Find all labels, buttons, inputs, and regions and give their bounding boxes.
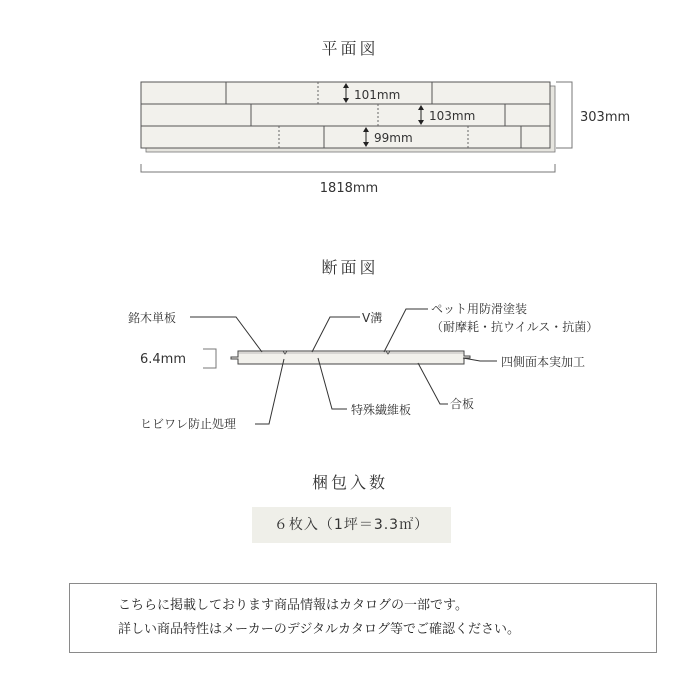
thickness-bracket — [203, 349, 216, 368]
width-dim-bracket — [141, 164, 555, 172]
leader-tongue-groove — [463, 358, 497, 361]
section-view-diagram — [0, 295, 700, 445]
label-plywood: 合板 — [450, 397, 475, 411]
dim-row1-label: 101mm — [354, 88, 401, 102]
label-veneer: 銘木単板 — [128, 311, 177, 325]
packing-quantity: ６枚入（1坪＝3.3㎡） — [252, 507, 451, 543]
thickness-label: 6.4mm — [140, 352, 187, 367]
leader-plywood — [418, 363, 448, 404]
label-coating-line1: ペット用防滑塗装 — [431, 302, 528, 316]
leader-crack-prevention — [255, 359, 284, 424]
dim-row3-label: 99mm — [374, 131, 413, 145]
width-dim-label: 1818mm — [319, 181, 379, 196]
label-tongue-groove: 四側面本実加工 — [501, 355, 586, 369]
label-special-fiberboard: 特殊繊維板 — [351, 403, 412, 417]
leader-veneer — [190, 317, 262, 352]
leader-v-groove — [312, 317, 360, 352]
label-crack-prevention: ヒビワレ防止処理 — [140, 417, 237, 431]
plan-view-title: 平面図 — [321, 39, 379, 58]
label-coating-line2: （耐摩耗・抗ウイルス・抗菌） — [431, 320, 599, 334]
leader-coating — [384, 309, 428, 352]
notice-line-2: 詳しい商品特性はメーカーのデジタルカタログ等でご確認ください。 — [118, 622, 520, 637]
notice-line-1: こちらに掲載しております商品情報はカタログの一部です。 — [118, 598, 468, 613]
height-dim-label: 303mm — [580, 110, 631, 125]
section-view-title: 断面図 — [321, 258, 379, 277]
dim-row2-label: 103mm — [429, 109, 476, 123]
label-v-groove: V溝 — [362, 311, 383, 325]
packing-title: 梱包入数 — [311, 473, 388, 492]
catalog-notice — [69, 583, 657, 653]
height-dim-bracket — [556, 82, 572, 148]
leader-special-fiberboard — [318, 358, 347, 409]
plan-view-diagram — [0, 70, 700, 270]
